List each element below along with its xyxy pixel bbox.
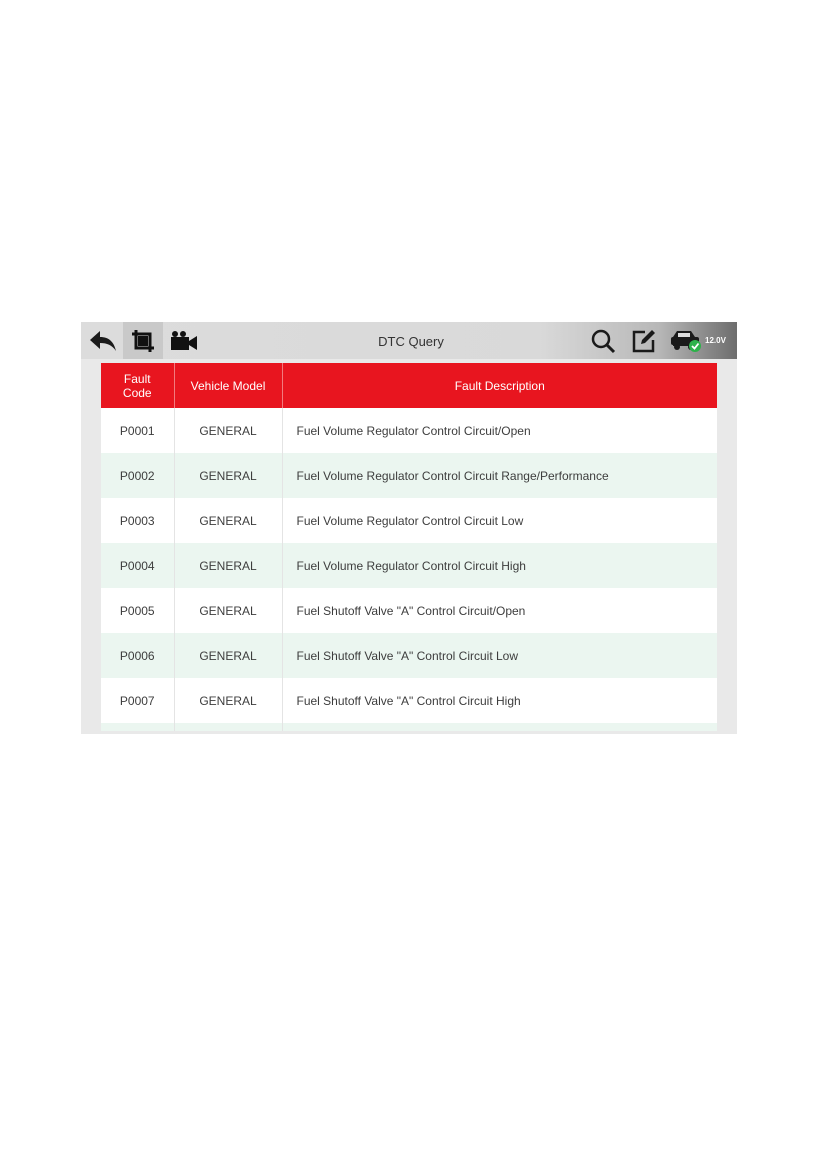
table-row[interactable]: [101, 453, 717, 498]
vehicle-model-cell: GENERAL: [174, 633, 282, 678]
fault-code-cell: P0003: [101, 498, 174, 543]
crop-button[interactable]: [123, 322, 163, 359]
edit-icon: [631, 328, 657, 354]
table-row[interactable]: [101, 408, 717, 453]
table-row[interactable]: [101, 498, 717, 543]
voltage-reading: 12.0V: [705, 336, 726, 345]
header-vehicle-model: Vehicle Model: [174, 363, 282, 408]
table-row[interactable]: [101, 723, 717, 731]
vehicle-model-cell: GENERAL: [174, 588, 282, 633]
fault-description-cell: Fuel Shutoff Valve "A" Control Circuit High: [282, 678, 717, 723]
table-header-row: [101, 363, 717, 408]
video-camera-icon: [169, 330, 199, 352]
fault-code-cell: [101, 723, 174, 731]
car-check-icon: [669, 329, 703, 353]
fault-description-cell: Fuel Volume Regulator Control Circuit Range/Performance: [282, 453, 717, 498]
search-icon: [590, 328, 616, 354]
table-row[interactable]: [101, 678, 717, 723]
header-fault-code-label: Fault Code: [122, 371, 152, 400]
page-title: DTC Query: [378, 334, 444, 349]
table-row[interactable]: [101, 543, 717, 588]
fault-description-cell: Fuel Volume Regulator Control Circuit High: [282, 543, 717, 588]
search-button[interactable]: [585, 322, 621, 359]
vehicle-model-cell: GENERAL: [174, 678, 282, 723]
record-button[interactable]: [165, 322, 203, 359]
app-screen: [81, 322, 737, 734]
fault-code-cell: P0007: [101, 678, 174, 723]
fault-description-cell: Fuel Shutoff Valve "A" Control Circuit Low: [282, 633, 717, 678]
fault-code-cell: P0006: [101, 633, 174, 678]
fault-code-cell: P0004: [101, 543, 174, 588]
vehicle-model-cell: GENERAL: [174, 543, 282, 588]
fault-code-cell: P0001: [101, 408, 174, 453]
table-row[interactable]: [101, 633, 717, 678]
fault-description-cell: Fuel Volume Regulator Control Circuit/Open: [282, 408, 717, 453]
fault-description-cell: Fuel Volume Regulator Control Circuit Low: [282, 498, 717, 543]
vehicle-model-cell: GENERAL: [174, 498, 282, 543]
edit-button[interactable]: [626, 322, 662, 359]
fault-description-cell: [282, 723, 717, 731]
back-arrow-icon: [88, 329, 118, 353]
header-fault-description: Fault Description: [282, 363, 717, 408]
fault-code-cell: P0005: [101, 588, 174, 633]
dtc-table: [101, 363, 717, 731]
fault-description-cell: Fuel Shutoff Valve "A" Control Circuit/Open: [282, 588, 717, 633]
dtc-table-container[interactable]: [101, 363, 717, 731]
crop-icon: [131, 329, 155, 353]
vehicle-model-cell: GENERAL: [174, 408, 282, 453]
back-button[interactable]: [83, 322, 123, 359]
vehicle-model-cell: [174, 723, 282, 731]
table-row[interactable]: [101, 588, 717, 633]
vehicle-status-button[interactable]: [666, 322, 706, 359]
header-fault-code: [101, 363, 174, 408]
fault-code-cell: P0002: [101, 453, 174, 498]
top-toolbar: [81, 322, 737, 359]
vehicle-model-cell: GENERAL: [174, 453, 282, 498]
